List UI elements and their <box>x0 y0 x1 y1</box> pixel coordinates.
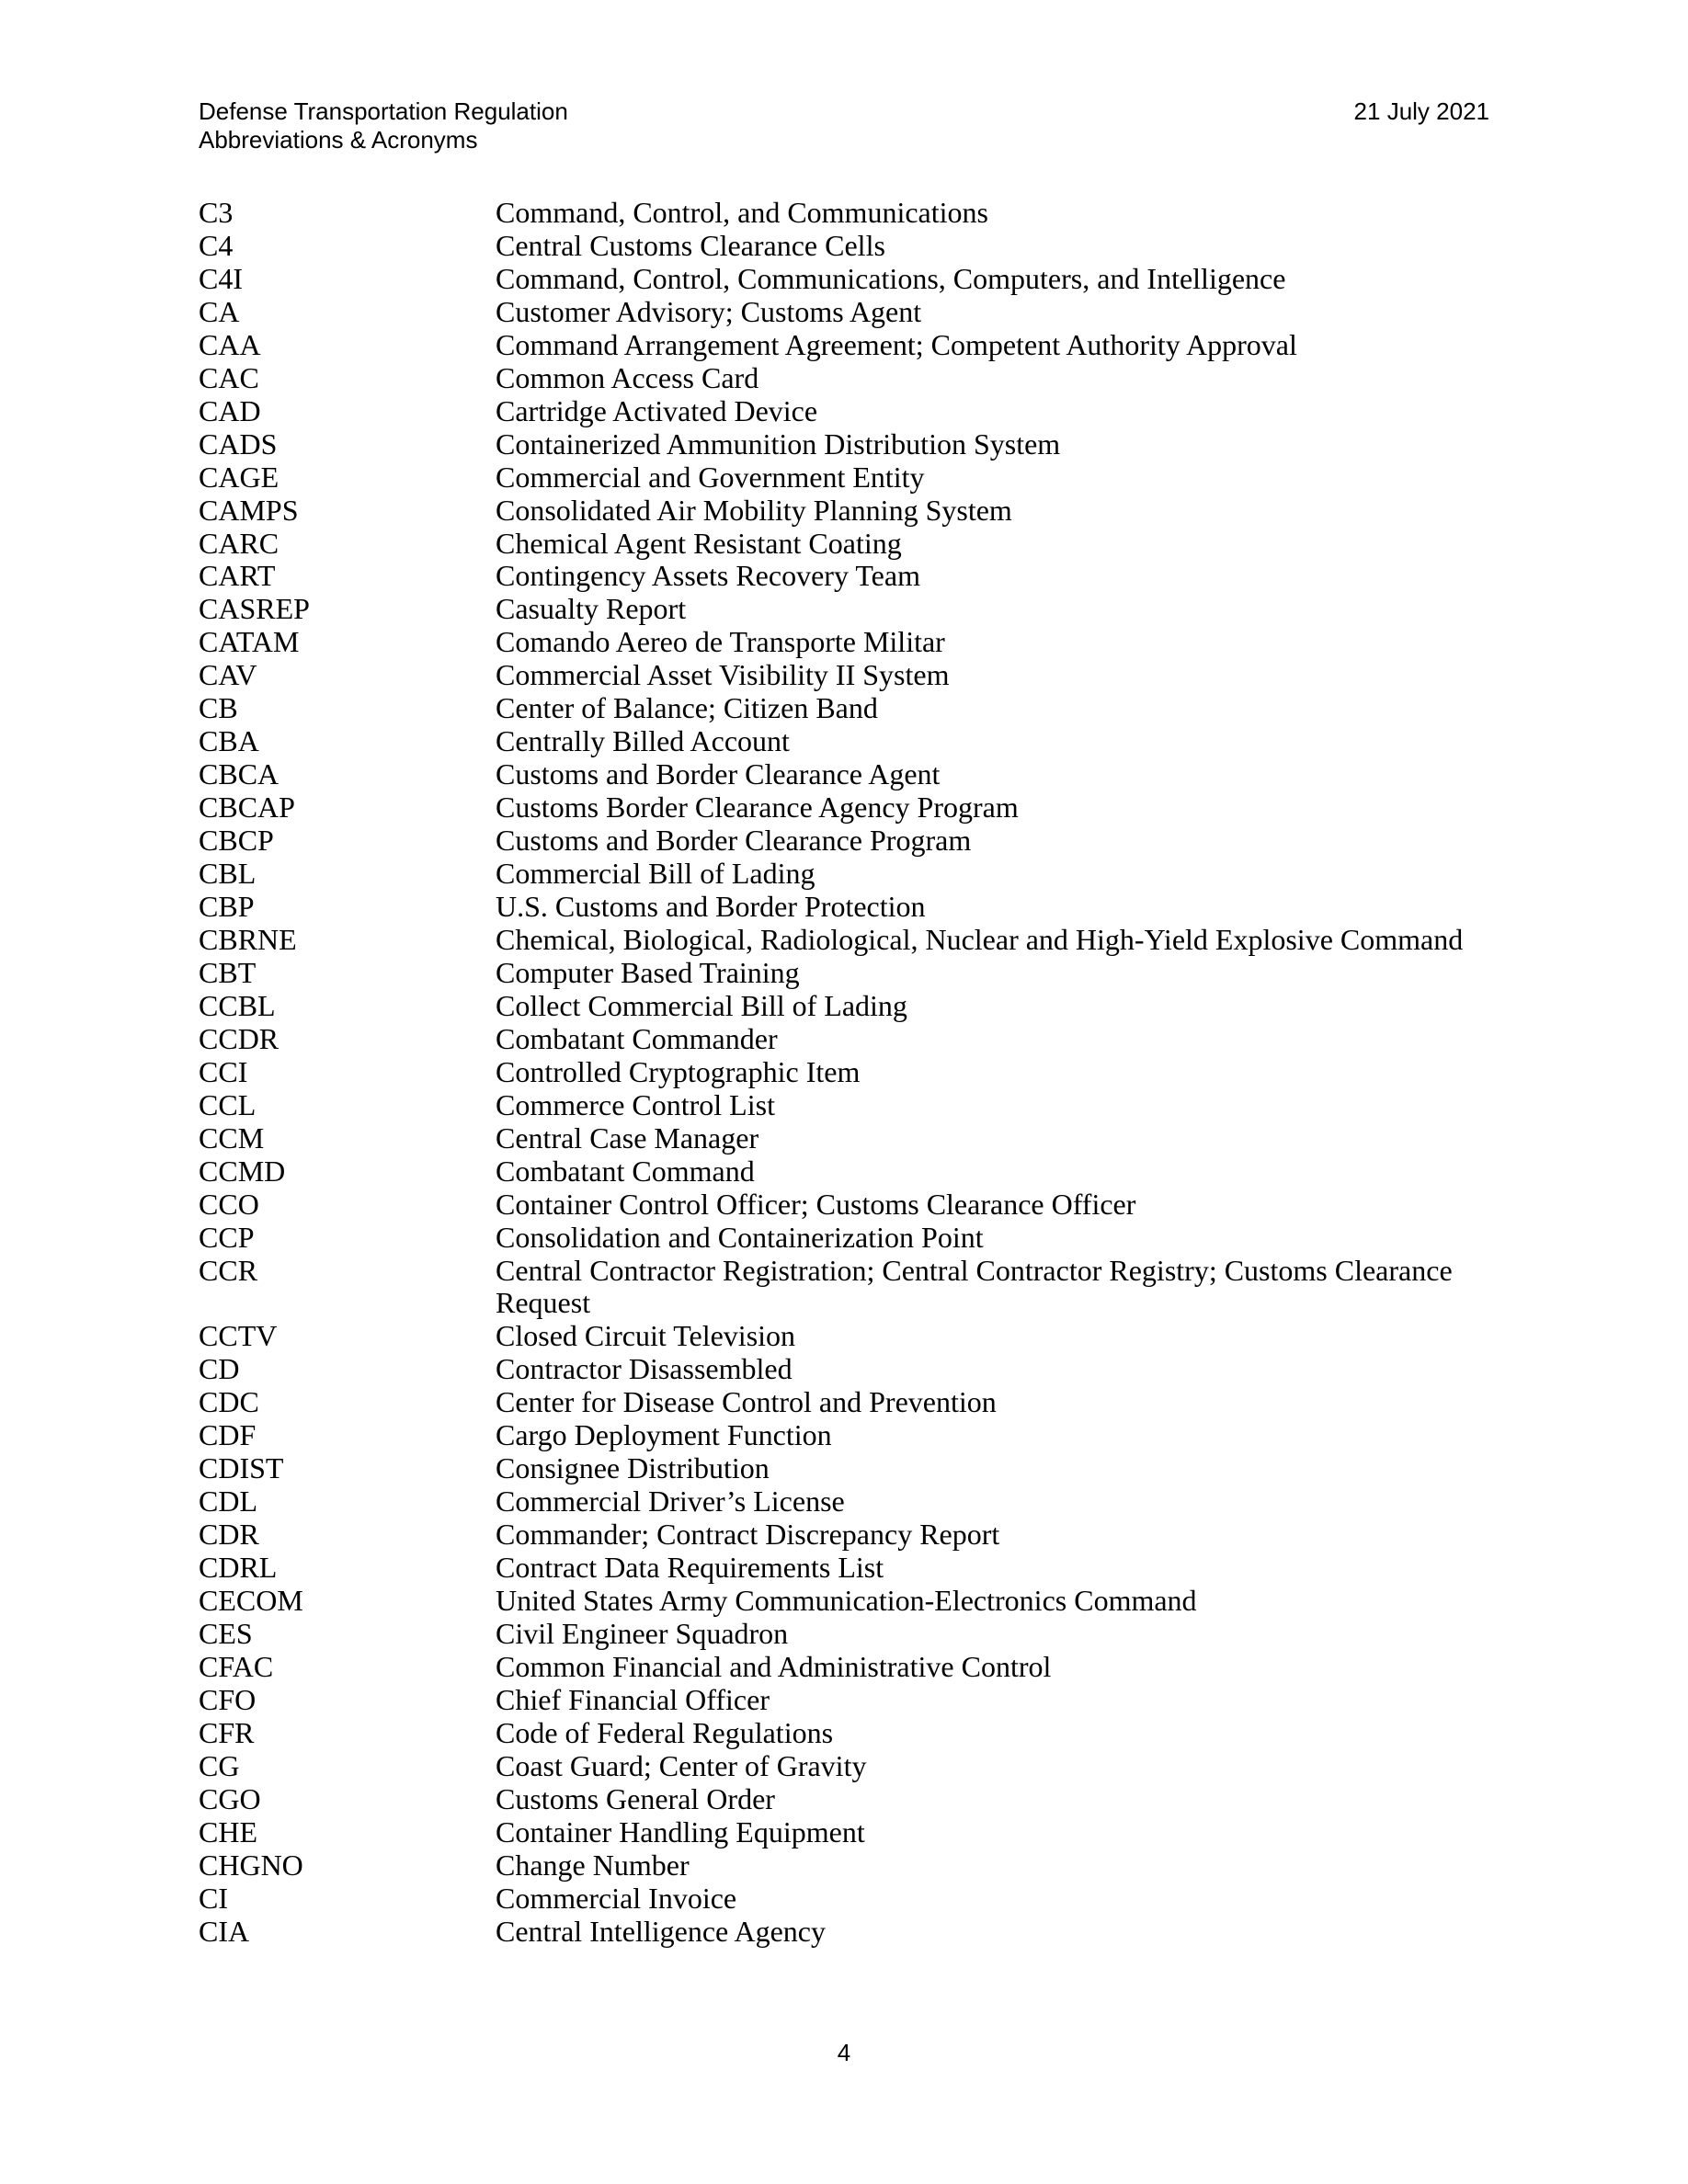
acronym-abbreviation: CG <box>199 1748 240 1782</box>
acronym-definition: Chemical, Biological, Radiological, Nuclear and High-Yield Explosive Command <box>496 922 1464 956</box>
acronym-definition: Contractor Disassembled <box>496 1352 793 1386</box>
acronym-definition: Customer Advisory; Customs Agent <box>496 294 922 328</box>
document-subtitle: Abbreviations & Acronyms <box>199 126 478 154</box>
acronym-abbreviation: CECOM <box>199 1584 303 1618</box>
acronym-definition: Commercial and Government Entity <box>496 460 925 494</box>
acronym-abbreviation: CCO <box>199 1187 259 1221</box>
acronym-abbreviation: CCM <box>199 1120 265 1155</box>
acronym-abbreviation: CGO <box>199 1781 261 1815</box>
page-header <box>199 97 1489 154</box>
acronym-abbreviation: CAA <box>199 327 261 361</box>
acronym-abbreviation: CES <box>199 1616 253 1650</box>
acronym-abbreviation: CCMD <box>199 1154 286 1188</box>
acronym-entry <box>199 1816 1495 1849</box>
acronym-abbreviation: CCI <box>199 1054 248 1088</box>
acronym-definition: Central Contractor Registration; Central Contractor Registry; Customs Clearance Request <box>496 1253 1453 1320</box>
acronym-definition: Common Access Card <box>496 360 759 394</box>
acronym-entry <box>199 1452 1495 1485</box>
acronym-entry <box>199 528 1495 561</box>
acronym-definition: Customs and Border Clearance Agent <box>496 757 941 791</box>
acronym-definition: Command Arrangement Agreement; Competent Authority Approval <box>496 327 1297 361</box>
acronym-abbreviation: CBL <box>199 857 257 891</box>
acronym-entry <box>199 1750 1495 1783</box>
acronym-definition: Central Case Manager <box>496 1120 759 1155</box>
acronym-definition: Container Handling Equipment <box>496 1814 865 1848</box>
acronym-entry <box>199 263 1495 296</box>
acronym-entry <box>199 692 1495 725</box>
acronym-definition: Contingency Assets Recovery Team <box>496 559 920 593</box>
acronym-definition: Commercial Invoice <box>496 1881 737 1915</box>
acronym-abbreviation: CAV <box>199 658 257 692</box>
acronym-definition: Code of Federal Regulations <box>496 1715 834 1749</box>
acronym-definition: Civil Engineer Squadron <box>496 1616 789 1650</box>
acronym-entry <box>199 560 1495 593</box>
acronym-abbreviation: CBT <box>199 955 257 989</box>
acronym-definition: Commander; Contract Discrepancy Report <box>496 1518 1000 1552</box>
acronym-abbreviation: CA <box>199 294 240 328</box>
page-number: 4 <box>837 2039 851 2066</box>
acronym-entry <box>199 990 1495 1023</box>
acronym-definition: Coast Guard; Center of Gravity <box>496 1748 867 1782</box>
acronym-abbreviation: CDL <box>199 1484 257 1519</box>
acronym-entry <box>199 1023 1495 1056</box>
acronym-entry <box>199 395 1495 428</box>
acronym-entry <box>199 197 1495 230</box>
acronym-entry <box>199 1419 1495 1452</box>
acronym-abbreviation: CFAC <box>199 1649 274 1683</box>
acronym-abbreviation: CFO <box>199 1682 257 1716</box>
acronym-abbreviation: CHGNO <box>199 1848 303 1882</box>
acronym-entry <box>199 1783 1495 1816</box>
acronym-definition: Chief Financial Officer <box>496 1682 770 1716</box>
acronym-entry <box>199 1552 1495 1585</box>
acronym-entry <box>199 626 1495 659</box>
acronym-entry <box>199 1519 1495 1552</box>
acronym-abbreviation: CATAM <box>199 625 300 659</box>
acronym-entry <box>199 1585 1495 1618</box>
acronym-entry <box>199 1320 1495 1353</box>
acronym-abbreviation: CAMPS <box>199 493 299 527</box>
acronym-entry <box>199 461 1495 495</box>
acronym-abbreviation: CI <box>199 1881 228 1915</box>
acronym-definition: Combatant Commander <box>496 1021 778 1055</box>
acronym-abbreviation: CCBL <box>199 988 276 1022</box>
acronym-definition: Command, Control, Communications, Computers, and Intelligence <box>496 261 1286 295</box>
header-top-row <box>199 97 1489 126</box>
acronym-definition: Commercial Driver’s License <box>496 1484 845 1519</box>
acronym-abbreviation: CD <box>199 1352 240 1386</box>
acronym-abbreviation: CCR <box>199 1253 258 1287</box>
acronym-entry <box>199 924 1495 957</box>
acronym-abbreviation: CDF <box>199 1418 257 1452</box>
acronym-abbreviation: CDC <box>199 1385 259 1419</box>
acronym-entry <box>199 593 1495 626</box>
acronym-abbreviation: CAD <box>199 393 261 427</box>
acronym-entry <box>199 1485 1495 1519</box>
acronym-entry <box>199 1353 1495 1386</box>
acronym-entry <box>199 1222 1495 1255</box>
acronym-entry <box>199 495 1495 528</box>
acronym-definition: Collect Commercial Bill of Lading <box>496 988 907 1022</box>
acronym-definition: Commercial Bill of Lading <box>496 857 815 891</box>
acronym-abbreviation: CADS <box>199 427 278 461</box>
acronym-entry <box>199 825 1495 858</box>
acronym-entry <box>199 1255 1495 1321</box>
acronym-definition: Combatant Command <box>496 1154 755 1188</box>
acronym-abbreviation: CBP <box>199 890 255 924</box>
acronym-definition: Customs Border Clearance Agency Program <box>496 791 1019 825</box>
acronym-entry <box>199 1056 1495 1089</box>
acronym-definition: Contract Data Requirements List <box>496 1551 884 1585</box>
acronym-entry <box>199 659 1495 692</box>
acronym-abbreviation: CASREP <box>199 592 310 626</box>
acronym-abbreviation: CHE <box>199 1814 257 1848</box>
acronym-abbreviation: CART <box>199 559 276 593</box>
acronym-definition: Consolidation and Containerization Point <box>496 1220 984 1254</box>
acronym-abbreviation: CIA <box>199 1914 250 1948</box>
acronym-list <box>199 197 1495 1949</box>
acronym-entry <box>199 1651 1495 1684</box>
acronym-abbreviation: CCTV <box>199 1319 278 1353</box>
acronym-entry <box>199 758 1495 791</box>
acronym-definition: Computer Based Training <box>496 955 800 989</box>
acronym-abbreviation: CDIST <box>199 1451 284 1485</box>
acronym-definition: Center of Balance; Citizen Band <box>496 691 878 725</box>
acronym-entry <box>199 1386 1495 1419</box>
acronym-definition: Central Intelligence Agency <box>496 1914 826 1948</box>
acronym-abbreviation: CBCAP <box>199 791 295 825</box>
acronym-entry <box>199 230 1495 263</box>
acronym-definition: Cargo Deployment Function <box>496 1418 832 1452</box>
acronym-definition: Consignee Distribution <box>496 1451 770 1485</box>
acronym-entry <box>199 1684 1495 1717</box>
acronym-definition: Customs General Order <box>496 1781 775 1815</box>
acronym-definition: United States Army Communication-Electronics Command <box>496 1584 1197 1618</box>
acronym-entry <box>199 1717 1495 1750</box>
acronym-abbreviation: CB <box>199 691 238 725</box>
acronym-definition: Cartridge Activated Device <box>496 393 818 427</box>
acronym-abbreviation: C4 <box>199 228 234 262</box>
acronym-definition: Central Customs Clearance Cells <box>496 228 885 262</box>
acronym-abbreviation: CBCP <box>199 824 274 858</box>
acronym-entry <box>199 1916 1495 1949</box>
acronym-entry <box>199 858 1495 891</box>
acronym-entry <box>199 1849 1495 1883</box>
acronym-entry <box>199 428 1495 461</box>
acronym-definition: Customs and Border Clearance Program <box>496 824 972 858</box>
acronym-entry <box>199 1089 1495 1122</box>
document-date: 21 July 2021 <box>1353 97 1489 125</box>
acronym-definition: U.S. Customs and Border Protection <box>496 890 926 924</box>
acronym-abbreviation: CAGE <box>199 460 279 494</box>
acronym-definition: Common Financial and Administrative Control <box>496 1649 1052 1683</box>
acronym-definition: Center for Disease Control and Prevention <box>496 1385 997 1419</box>
acronym-entry <box>199 296 1495 329</box>
acronym-abbreviation: CBRNE <box>199 922 297 956</box>
acronym-entry <box>199 362 1495 395</box>
acronym-definition: Change Number <box>496 1848 690 1882</box>
acronym-definition: Controlled Cryptographic Item <box>496 1054 861 1088</box>
acronym-abbreviation: CCP <box>199 1220 255 1254</box>
acronym-entry <box>199 1189 1495 1222</box>
acronym-abbreviation: CARC <box>199 526 279 560</box>
acronym-entry <box>199 725 1495 758</box>
acronym-definition: Commercial Asset Visibility II System <box>496 658 950 692</box>
acronym-abbreviation: CAC <box>199 360 259 394</box>
acronym-entry <box>199 957 1495 990</box>
acronym-definition: Container Control Officer; Customs Clearance Officer <box>496 1187 1136 1221</box>
acronym-definition: Comando Aereo de Transporte Militar <box>496 625 945 659</box>
acronym-entry <box>199 791 1495 825</box>
acronym-entry <box>199 1883 1495 1916</box>
acronym-definition: Commerce Control List <box>496 1087 775 1121</box>
document-title: Defense Transportation Regulation <box>199 97 568 125</box>
acronym-abbreviation: C3 <box>199 196 234 229</box>
acronym-definition: Casualty Report <box>496 592 687 626</box>
acronym-entry <box>199 1618 1495 1651</box>
acronym-entry <box>199 329 1495 362</box>
acronym-definition: Containerized Ammunition Distribution System <box>496 427 1061 461</box>
acronym-abbreviation: CCL <box>199 1087 257 1121</box>
acronym-abbreviation: CCDR <box>199 1021 279 1055</box>
acronym-definition: Consolidated Air Mobility Planning System <box>496 493 1012 527</box>
acronym-abbreviation: CBCA <box>199 757 279 791</box>
acronym-definition: Chemical Agent Resistant Coating <box>496 526 902 560</box>
acronym-entry <box>199 1122 1495 1155</box>
acronym-definition: Command, Control, and Communications <box>496 196 988 229</box>
acronym-definition: Closed Circuit Television <box>496 1319 796 1353</box>
acronym-abbreviation: CBA <box>199 724 259 758</box>
acronym-entry <box>199 891 1495 924</box>
acronym-entry <box>199 1155 1495 1189</box>
acronym-abbreviation: CDRL <box>199 1551 278 1585</box>
acronym-abbreviation: CDR <box>199 1518 259 1552</box>
acronym-abbreviation: CFR <box>199 1715 255 1749</box>
acronym-abbreviation: C4I <box>199 261 243 295</box>
acronym-definition: Centrally Billed Account <box>496 724 790 758</box>
